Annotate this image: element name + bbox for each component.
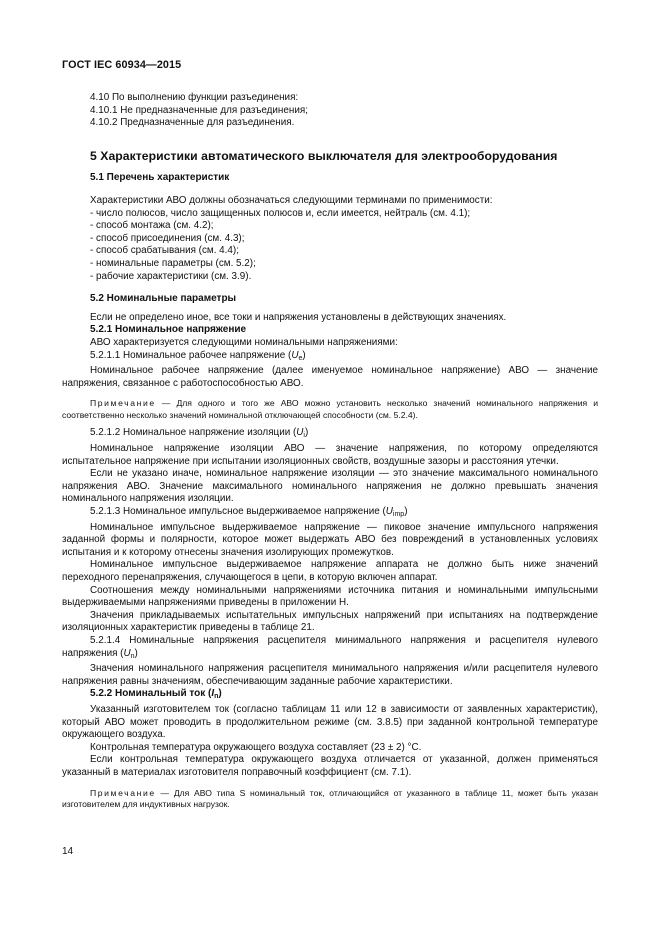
section-5-2-1-3-title: 5.2.1.3 Номинальное импульсное выдерживаемое напряжение $(U_{imp})$: [90, 506, 408, 519]
section-5-2-1-title: 5.2.1 Номинальное напряжение: [90, 324, 247, 336]
section-5-2-1-1-text: Номинальное рабочее напряжение (далее именуемое номинальное напряжение) АВО — значение напряжения, связанное с работоспособностью АВО.: [62, 365, 598, 389]
section-5-2-1-2-p1: Номинальное напряжение изоляции АВО — значение напряжения, по которому определяются испытательное напряжение при испытании изоляционных свойств, воздушные зазоры и расстояния утечки.: [62, 443, 598, 467]
page-number: 14: [62, 846, 74, 857]
list-item: - номинальные параметры (см. 5.2);: [90, 257, 256, 269]
section-5-2-1-2-title: 5.2.1.2 Номинальное напряжение изоляции $(U_i)$: [90, 427, 309, 440]
section-5-2-2-title: 5.2.2 Номинальный ток $(I_n)$: [90, 688, 222, 701]
clause-4-10-2: 4.10.2 Предназначенные для разъединения.: [90, 117, 295, 129]
section-5-2-1-3-p1: Номинальное импульсное выдерживаемое напряжение — пиковое значение импульсного напряжения заданной формы и полярности, которое может выдержать АВО без повреждений в установленных условиях испытания и к которому отнесены значения изолирующих промежутков.: [62, 521, 598, 558]
section-5-2-2-p1: Указанный изготовителем ток (согласно таблицам 11 или 12 в зависимости от заявленных характеристик), который АВО может проводить в продолжительном режиме (см. 3.8.5) при заданной контрольной температуре окружающего воздуха.: [62, 703, 598, 741]
section-5-2-1-4-title: 5.2.1.4 Номинальные напряжения расцепителя минимального напряжения и расцепителя нулевого напряжения $(U_n)$: [62, 634, 598, 660]
section-5-2-title: 5.2 Номинальные параметры: [90, 293, 237, 305]
section-5-2-1-intro: АВО характеризуется следующими номинальными напряжениями:: [90, 336, 398, 348]
section-5-title: 5 Характеристики автоматического выключателя для электрооборудования: [90, 148, 558, 163]
list-item: - рабочие характеристики (см. 3.9).: [90, 270, 252, 282]
list-item: - способ срабатывания (см. 4.4);: [90, 245, 239, 257]
section-5-2-1-3-p2: Номинальное импульсное выдерживаемое напряжение аппарата не должно быть ниже значений переходного перенапряжения, случающегося в цепи, в которую включен аппарат.: [62, 559, 598, 583]
section-5-2-1-4-p1: Значения номинального напряжения расцепителя минимального напряжения и/или расцепителя нулевого напряжения равны значениям, обеспечивающим заданные рабочие характеристики.: [62, 663, 598, 687]
document-code: ГОСТ IEC 60934—2015: [62, 59, 182, 71]
section-5-1-intro: Характеристики АВО должны обозначаться следующими терминами по применимости:: [90, 194, 493, 206]
section-5-2-2-p2: Контрольная температура окружающего воздуха составляет (23 ± 2) °С.: [90, 741, 422, 753]
clause-4-10-1: 4.10.1 Не предназначенные для разъединения;: [90, 104, 308, 116]
section-5-2-1-1-title: 5.2.1.1 Номинальное рабочее напряжение $(U_e)$: [90, 349, 306, 362]
section-5-2-intro: Если не определено иное, все токи и напряжения установлены в действующих значениях.: [90, 311, 507, 323]
clause-4-10: 4.10 По выполнению функции разъединения:: [90, 92, 299, 103]
section-5-2-1-2-p2: Если не указано иначе, номинальное напряжение изоляции — это значение максимального номинального напряжения АВО. Значение максимального номинального напряжения не должно превышать значения номинального напряжения изоляции.: [62, 468, 598, 505]
list-item: - число полюсов, число защищенных полюсов и, если имеется, нейтраль (см. 4.1);: [90, 207, 471, 219]
section-5-2-1-3-p3: Соотношения между номинальными напряжениями источника питания и номинальными импульсными выдерживаемыми напряжениями приведены в приложении Н.: [62, 584, 598, 609]
section-5-1-title: 5.1 Перечень характеристик: [90, 172, 230, 184]
list-item: - способ монтажа (см. 4.2);: [90, 220, 214, 232]
note-1: Примечание — Для одного и того же АВО можно установить несколько значений номинального напряжения и соответственно несколько значений номинальной отключающей способности (см. 5.2.4).: [62, 398, 598, 420]
note-2: Примечание — Для АВО типа S номинальный ток, отличающийся от указанного в таблице 11, может быть указан изготовителем для индуктивных нагрузок.: [62, 787, 598, 810]
section-5-2-1-3-p4: Значения прикладываемых испытательных импульсных напряжений при испытаниях на подтверждение изоляционных характеристик приведены в таблице 21.: [62, 609, 598, 634]
section-5-2-2-p3: Если контрольная температура окружающего воздуха отличается от указанной, должен применяться указанный в материалах изготовителя поправочный коэффициент (см. 7.1).: [62, 754, 598, 778]
list-item: - способ присоединения (см. 4.3);: [90, 232, 245, 244]
page-body: [62, 92, 598, 817]
